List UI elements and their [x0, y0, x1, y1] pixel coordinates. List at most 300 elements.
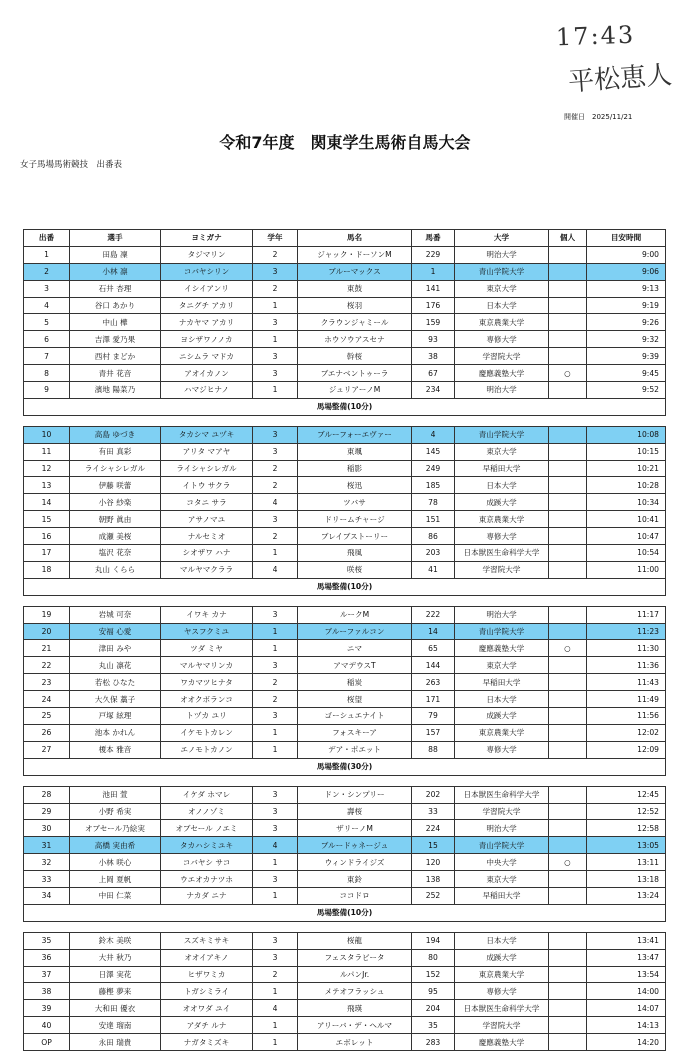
cell-individual [549, 263, 587, 280]
cell-individual [549, 348, 587, 365]
cell-horse: ジュリアーノM [298, 382, 412, 399]
event-date: 開催日 2025/11/21 [564, 113, 633, 121]
cell-horse-no: 35 [412, 1017, 455, 1034]
cell-kana: ナガタミズキ [161, 1034, 253, 1051]
cell-rider: 西村 まどか [70, 348, 161, 365]
cell-time: 11:43 [587, 674, 666, 691]
cell-order: 26 [24, 724, 70, 741]
cell-individual: ○ [549, 365, 587, 382]
cell-horse-no: 234 [412, 382, 455, 399]
cell-university: 明治大学 [455, 606, 549, 623]
cell-university: 東京農業大学 [455, 724, 549, 741]
cell-kana: マルヤマクララ [161, 561, 253, 578]
cell-university: 日本大学 [455, 932, 549, 949]
maintenance-break-label: 馬場整備(10分) [24, 578, 666, 595]
cell-grade: 3 [253, 932, 298, 949]
cell-order: 25 [24, 708, 70, 725]
cell-horse: ブルーマックス [298, 263, 412, 280]
cell-time: 10:08 [587, 426, 666, 443]
cell-horse-no: 88 [412, 741, 455, 758]
cell-time: 14:07 [587, 1000, 666, 1017]
cell-individual [549, 297, 587, 314]
col-header-time: 目安時間 [587, 230, 666, 247]
cell-kana: アサノマユ [161, 511, 253, 528]
cell-order: 29 [24, 803, 70, 820]
cell-time: 9:13 [587, 280, 666, 297]
cell-kana: ハマジヒナノ [161, 382, 253, 399]
cell-horse: ルパンJr. [298, 966, 412, 983]
cell-time: 11:49 [587, 691, 666, 708]
cell-order: 40 [24, 1017, 70, 1034]
cell-horse-no: 145 [412, 443, 455, 460]
cell-rider: 有田 真彩 [70, 443, 161, 460]
cell-grade: 1 [253, 887, 298, 904]
cell-rider: 戸塚 絃理 [70, 708, 161, 725]
cell-order: 19 [24, 606, 70, 623]
cell-university: 中央大学 [455, 854, 549, 871]
table-row [24, 314, 666, 331]
cell-horse: 幹桜 [298, 348, 412, 365]
cell-horse: ツバサ [298, 494, 412, 511]
cell-rider: 津田 みや [70, 640, 161, 657]
cell-university: 成蹊大学 [455, 949, 549, 966]
cell-university: 専修大学 [455, 331, 549, 348]
table-spacer [24, 775, 666, 786]
page-title: 令和7年度 関東学生馬術自馬大会 [219, 133, 471, 152]
cell-horse: ホウソウアスセナ [298, 331, 412, 348]
cell-individual [549, 966, 587, 983]
cell-kana: スズキミサキ [161, 932, 253, 949]
cell-horse: 桜龍 [298, 932, 412, 949]
table-row [24, 887, 666, 904]
cell-grade: 3 [253, 443, 298, 460]
handwritten-time: 17:43 [555, 20, 636, 52]
cell-rider: 池田 萱 [70, 786, 161, 803]
cell-university: 東京大学 [455, 657, 549, 674]
cell-kana: ヒザワミカ [161, 966, 253, 983]
cell-individual [549, 741, 587, 758]
cell-order: 20 [24, 623, 70, 640]
cell-university: 日本獣医生命科学大学 [455, 545, 549, 562]
cell-horse: クラウンジャミール [298, 314, 412, 331]
cell-individual: ○ [549, 640, 587, 657]
cell-grade: 1 [253, 382, 298, 399]
cell-rider: 谷口 あかり [70, 297, 161, 314]
cell-rider: 中田 仁菜 [70, 887, 161, 904]
cell-order: OP [24, 1034, 70, 1051]
cell-university: 慶應義塾大学 [455, 1034, 549, 1051]
cell-individual [549, 623, 587, 640]
cell-horse: アリーバ・デ・ヘルマ [298, 1017, 412, 1034]
cell-rider: 朝野 眞由 [70, 511, 161, 528]
cell-university: 日本大学 [455, 691, 549, 708]
cell-rider: 上岡 夏帆 [70, 871, 161, 888]
cell-horse-no: 41 [412, 561, 455, 578]
cell-kana: コタニ サラ [161, 494, 253, 511]
cell-horse: アマデウスT [298, 657, 412, 674]
cell-order: 17 [24, 545, 70, 562]
cell-time: 13:47 [587, 949, 666, 966]
cell-order: 27 [24, 741, 70, 758]
cell-rider: 中山 樺 [70, 314, 161, 331]
cell-horse: ニマ [298, 640, 412, 657]
cell-individual [549, 803, 587, 820]
cell-individual [549, 887, 587, 904]
cell-individual [549, 606, 587, 623]
cell-horse-no: 159 [412, 314, 455, 331]
cell-time: 9:00 [587, 246, 666, 263]
cell-grade: 3 [253, 426, 298, 443]
cell-time: 14:20 [587, 1034, 666, 1051]
cell-time: 9:26 [587, 314, 666, 331]
cell-kana: ウエオカナツホ [161, 871, 253, 888]
col-header-horse-no: 馬番 [412, 230, 455, 247]
cell-kana: オオワダ ユイ [161, 1000, 253, 1017]
cell-rider: 石井 杏理 [70, 280, 161, 297]
cell-university: 専修大学 [455, 528, 549, 545]
cell-university: 東京大学 [455, 871, 549, 888]
cell-grade: 3 [253, 708, 298, 725]
cell-order: 1 [24, 246, 70, 263]
cell-horse: 飛瑛 [298, 1000, 412, 1017]
cell-order: 4 [24, 297, 70, 314]
cell-rider: 伊藤 咲蕾 [70, 477, 161, 494]
table-row [24, 365, 666, 382]
cell-time: 10:15 [587, 443, 666, 460]
cell-kana: ニシムラ マドカ [161, 348, 253, 365]
table-row [24, 786, 666, 803]
cell-order: 9 [24, 382, 70, 399]
table-row [24, 1000, 666, 1017]
cell-kana: ツダ ミヤ [161, 640, 253, 657]
cell-university: 学習院大学 [455, 348, 549, 365]
cell-time: 12:09 [587, 741, 666, 758]
cell-horse-no: 157 [412, 724, 455, 741]
cell-university: 日本獣医生命科学大学 [455, 1000, 549, 1017]
cell-horse-no: 171 [412, 691, 455, 708]
table-row [24, 724, 666, 741]
table-spacer [24, 921, 666, 932]
table-row [24, 280, 666, 297]
cell-kana: イワキ カナ [161, 606, 253, 623]
cell-rider: 藤樫 夢来 [70, 983, 161, 1000]
cell-horse-no: 38 [412, 348, 455, 365]
cell-grade: 1 [253, 854, 298, 871]
cell-university: 日本大学 [455, 477, 549, 494]
cell-horse: ブレイブストーリー [298, 528, 412, 545]
cell-kana: オオクボランコ [161, 691, 253, 708]
table-row [24, 263, 666, 280]
cell-rider: 大久保 藁子 [70, 691, 161, 708]
cell-university: 青山学院大学 [455, 623, 549, 640]
cell-rider: 塩沢 花奈 [70, 545, 161, 562]
cell-horse-no: 120 [412, 854, 455, 871]
cell-time: 13:41 [587, 932, 666, 949]
table-row [24, 545, 666, 562]
cell-university: 日本獣医生命科学大学 [455, 786, 549, 803]
cell-kana: タニグチ アカリ [161, 297, 253, 314]
cell-horse: ルークM [298, 606, 412, 623]
cell-grade: 2 [253, 246, 298, 263]
cell-rider: 池本 かれん [70, 724, 161, 741]
cell-horse: 東颯 [298, 443, 412, 460]
cell-horse: ブルーフォーエヴァー [298, 426, 412, 443]
cell-individual [549, 382, 587, 399]
cell-horse-no: 204 [412, 1000, 455, 1017]
cell-kana: オブセール ノエミ [161, 820, 253, 837]
cell-university: 明治大学 [455, 382, 549, 399]
cell-rider: 大和田 優衣 [70, 1000, 161, 1017]
cell-order: 30 [24, 820, 70, 837]
cell-time: 12:45 [587, 786, 666, 803]
cell-kana: マルヤマリンカ [161, 657, 253, 674]
cell-individual [549, 932, 587, 949]
cell-individual [549, 983, 587, 1000]
cell-order: 15 [24, 511, 70, 528]
cell-horse: 桜羽 [298, 297, 412, 314]
cell-horse-no: 203 [412, 545, 455, 562]
cell-time: 11:30 [587, 640, 666, 657]
table-row [24, 640, 666, 657]
table-row [24, 674, 666, 691]
cell-university: 東京農業大学 [455, 314, 549, 331]
cell-time: 9:45 [587, 365, 666, 382]
cell-horse-no: 15 [412, 837, 455, 854]
cell-individual [549, 443, 587, 460]
cell-kana: タカハシミユキ [161, 837, 253, 854]
table-row [24, 691, 666, 708]
cell-time: 9:06 [587, 263, 666, 280]
cell-horse-no: 249 [412, 460, 455, 477]
table-row [24, 460, 666, 477]
cell-time: 10:28 [587, 477, 666, 494]
cell-horse: 東鈴 [298, 871, 412, 888]
maintenance-break-row [24, 758, 666, 775]
cell-individual [549, 871, 587, 888]
cell-horse: ドン・シンプリー [298, 786, 412, 803]
cell-rider: ライシャシレガル [70, 460, 161, 477]
cell-grade: 3 [253, 511, 298, 528]
cell-horse-no: 79 [412, 708, 455, 725]
cell-order: 32 [24, 854, 70, 871]
table-row [24, 426, 666, 443]
cell-kana: イシイアンリ [161, 280, 253, 297]
cell-horse: ブエナベントゥーラ [298, 365, 412, 382]
cell-individual [549, 246, 587, 263]
cell-grade: 1 [253, 331, 298, 348]
cell-grade: 1 [253, 724, 298, 741]
cell-time: 13:11 [587, 854, 666, 871]
cell-grade: 3 [253, 314, 298, 331]
cell-individual [549, 708, 587, 725]
cell-time: 13:54 [587, 966, 666, 983]
cell-horse-no: 151 [412, 511, 455, 528]
cell-kana: タカシマ ユヅキ [161, 426, 253, 443]
table-row [24, 1017, 666, 1034]
cell-individual [549, 545, 587, 562]
col-header-individual: 個人 [549, 230, 587, 247]
cell-grade: 2 [253, 280, 298, 297]
cell-rider: 吉澤 愛乃果 [70, 331, 161, 348]
cell-individual: ○ [549, 854, 587, 871]
cell-rider: 鈴木 美咲 [70, 932, 161, 949]
cell-order: 36 [24, 949, 70, 966]
cell-horse-no: 95 [412, 983, 455, 1000]
cell-horse: フェスタラビータ [298, 949, 412, 966]
cell-grade: 4 [253, 837, 298, 854]
cell-rider: 安達 瑠南 [70, 1017, 161, 1034]
cell-grade: 1 [253, 297, 298, 314]
cell-rider: 小谷 紗楽 [70, 494, 161, 511]
col-header-university: 大学 [455, 230, 549, 247]
cell-kana: イケダ ホマレ [161, 786, 253, 803]
table-body [24, 246, 666, 1050]
cell-horse-no: 152 [412, 966, 455, 983]
cell-grade: 1 [253, 983, 298, 1000]
cell-kana: ワカマツヒナタ [161, 674, 253, 691]
cell-grade: 1 [253, 1034, 298, 1051]
cell-horse-no: 65 [412, 640, 455, 657]
cell-horse: ブルーファルコン [298, 623, 412, 640]
cell-university: 早稲田大学 [455, 887, 549, 904]
cell-horse-no: 185 [412, 477, 455, 494]
cell-grade: 1 [253, 640, 298, 657]
cell-individual [549, 949, 587, 966]
cell-horse-no: 86 [412, 528, 455, 545]
cell-kana: タジマリン [161, 246, 253, 263]
cell-horse-no: 283 [412, 1034, 455, 1051]
cell-horse-no: 33 [412, 803, 455, 820]
cell-university: 青山学院大学 [455, 837, 549, 854]
cell-grade: 2 [253, 691, 298, 708]
cell-order: 14 [24, 494, 70, 511]
cell-order: 39 [24, 1000, 70, 1017]
cell-time: 9:19 [587, 297, 666, 314]
cell-grade: 2 [253, 966, 298, 983]
table-row [24, 820, 666, 837]
maintenance-break-label: 馬場整備(30分) [24, 758, 666, 775]
cell-individual [549, 477, 587, 494]
cell-grade: 1 [253, 1017, 298, 1034]
cell-horse-no: 80 [412, 949, 455, 966]
maintenance-break-label: 馬場整備(10分) [24, 904, 666, 921]
table-row [24, 854, 666, 871]
table-row [24, 932, 666, 949]
cell-horse: 稲炭 [298, 674, 412, 691]
table-row [24, 708, 666, 725]
cell-grade: 1 [253, 545, 298, 562]
cell-horse: ウィンドライジズ [298, 854, 412, 871]
cell-individual [549, 1034, 587, 1051]
cell-time: 13:24 [587, 887, 666, 904]
cell-horse-no: 202 [412, 786, 455, 803]
cell-order: 6 [24, 331, 70, 348]
cell-rider: 榎本 雅音 [70, 741, 161, 758]
cell-rider: 濱地 陽菜乃 [70, 382, 161, 399]
cell-rider: オブセール乃絵実 [70, 820, 161, 837]
cell-university: 日本大学 [455, 297, 549, 314]
cell-kana: オオイアキノ [161, 949, 253, 966]
cell-university: 慶應義塾大学 [455, 365, 549, 382]
cell-individual [549, 331, 587, 348]
cell-time: 10:47 [587, 528, 666, 545]
cell-grade: 3 [253, 657, 298, 674]
cell-time: 11:17 [587, 606, 666, 623]
cell-time: 10:54 [587, 545, 666, 562]
cell-time: 14:00 [587, 983, 666, 1000]
cell-order: 34 [24, 887, 70, 904]
table-row [24, 297, 666, 314]
cell-order: 10 [24, 426, 70, 443]
cell-time: 10:34 [587, 494, 666, 511]
cell-university: 東京農業大学 [455, 511, 549, 528]
cell-horse-no: 78 [412, 494, 455, 511]
cell-rider: 小野 希実 [70, 803, 161, 820]
cell-order: 2 [24, 263, 70, 280]
cell-order: 35 [24, 932, 70, 949]
maintenance-break-row [24, 398, 666, 415]
table-row [24, 528, 666, 545]
cell-horse: 壽桜 [298, 803, 412, 820]
cell-horse-no: 141 [412, 280, 455, 297]
cell-grade: 3 [253, 871, 298, 888]
cell-horse-no: 194 [412, 932, 455, 949]
cell-grade: 2 [253, 528, 298, 545]
cell-grade: 3 [253, 949, 298, 966]
cell-grade: 3 [253, 803, 298, 820]
cell-order: 18 [24, 561, 70, 578]
cell-rider: 青井 花音 [70, 365, 161, 382]
cell-rider: 成瀬 美桜 [70, 528, 161, 545]
cell-time: 11:23 [587, 623, 666, 640]
cell-university: 東京大学 [455, 280, 549, 297]
cell-order: 3 [24, 280, 70, 297]
cell-university: 早稲田大学 [455, 460, 549, 477]
cell-university: 明治大学 [455, 246, 549, 263]
table-row [24, 966, 666, 983]
cell-kana: アダチ ルナ [161, 1017, 253, 1034]
cell-horse: 桜迅 [298, 477, 412, 494]
cell-individual [549, 314, 587, 331]
cell-individual [549, 1000, 587, 1017]
cell-rider: 岩城 可奈 [70, 606, 161, 623]
col-header-grade: 学年 [253, 230, 298, 247]
cell-order: 28 [24, 786, 70, 803]
cell-order: 21 [24, 640, 70, 657]
cell-kana: コバヤシリン [161, 263, 253, 280]
cell-university: 学習院大学 [455, 803, 549, 820]
cell-university: 学習院大学 [455, 561, 549, 578]
cell-time: 11:00 [587, 561, 666, 578]
cell-rider: 小林 凛 [70, 263, 161, 280]
table-spacer [24, 415, 666, 426]
cell-order: 37 [24, 966, 70, 983]
col-header-kana: ヨミガナ [161, 230, 253, 247]
cell-horse: 稲影 [298, 460, 412, 477]
cell-order: 33 [24, 871, 70, 888]
cell-horse: 東鼓 [298, 280, 412, 297]
cell-university: 学習院大学 [455, 1017, 549, 1034]
cell-kana: コバヤシ サコ [161, 854, 253, 871]
cell-horse: ジャック・ドーソンM [298, 246, 412, 263]
cell-individual [549, 280, 587, 297]
cell-university: 青山学院大学 [455, 263, 549, 280]
table-row [24, 837, 666, 854]
cell-grade: 3 [253, 348, 298, 365]
cell-grade: 3 [253, 263, 298, 280]
cell-kana: イトウ サクラ [161, 477, 253, 494]
cell-time: 14:13 [587, 1017, 666, 1034]
